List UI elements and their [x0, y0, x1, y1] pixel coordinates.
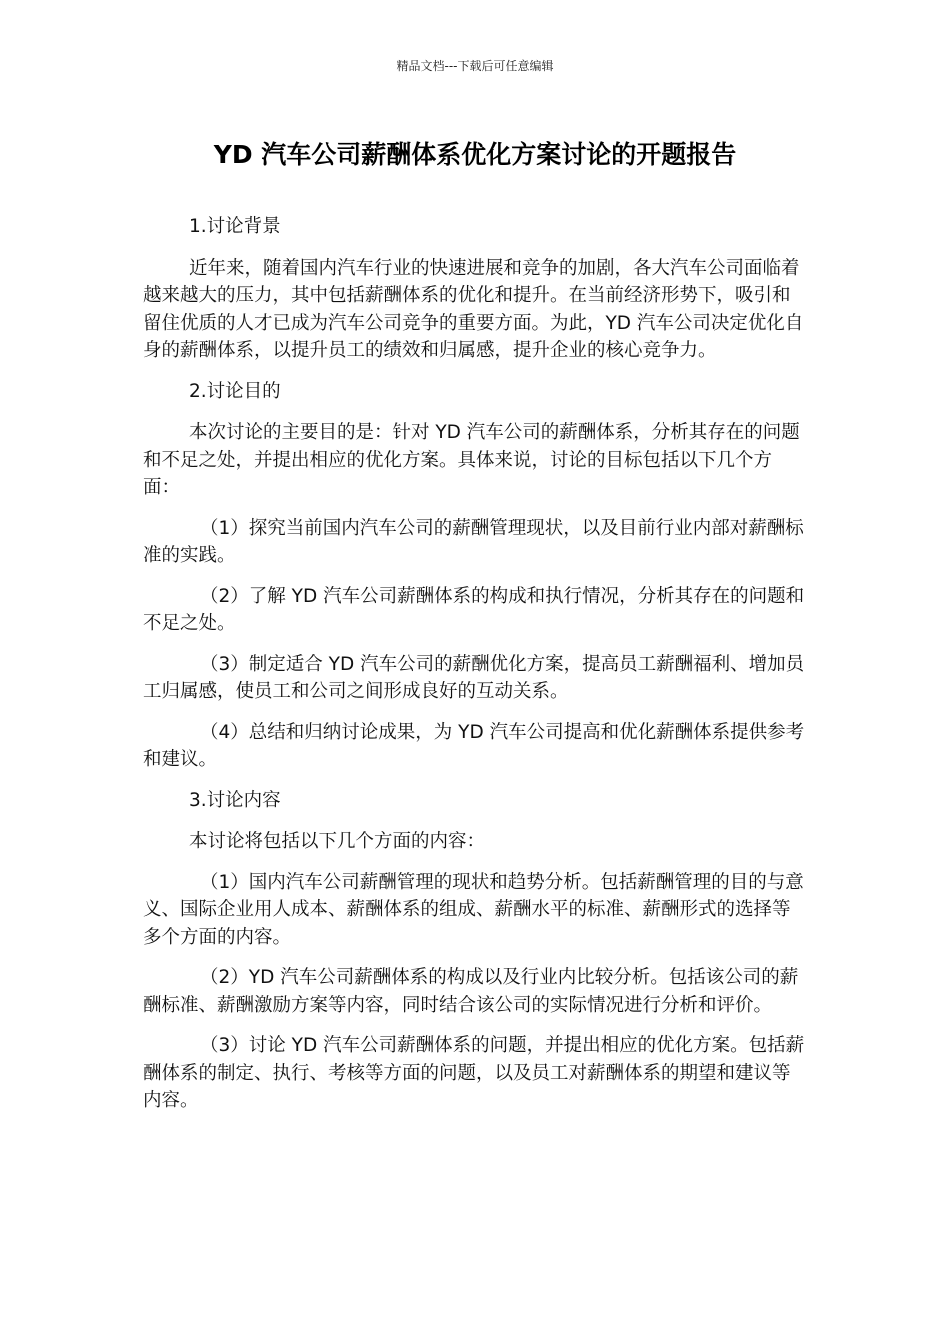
content-paragraph: 本讨论将包括以下几个方面的内容： [189, 831, 486, 852]
content-item: （1）国内汽车公司薪酬管理的现状和趋势分析。包括薪酬管理的目的与意义、国际企业用人成本、薪酬体系的组成、薪酬水平的标准、薪酬形式的选择等多个方面的内容。 [143, 871, 804, 948]
document-body [143, 213, 808, 1128]
purpose-item: （3）制定适合 YD 汽车公司的薪酬优化方案，提高员工薪酬福利、增加员工归属感，使员工和公司之间形成良好的互动关系。 [143, 653, 805, 702]
section-heading-purpose: 2.讨论目的 [189, 380, 281, 402]
purpose-item: （1）探究当前国内汽车公司的薪酬管理现状，以及目前行业内部对薪酬标准的实践。 [143, 517, 804, 566]
page-header: 精品文档---下载后可任意编辑 [396, 59, 554, 73]
background-paragraph: 近年来，随着国内汽车行业的快速进展和竞争的加剧，各大汽车公司面临着越来越大的压力，其中包括薪酬体系的优化和提升。在当前经济形势下，吸引和留住优质的人才已成为汽车公司竞争的重要方面。为此，YD 汽车公司决定优化自身的薪酬体系，以提升员工的绩效和归属感，提升企业的核心竞争力。 [143, 257, 804, 361]
section-heading-background: 1.讨论背景 [189, 216, 281, 237]
purpose-item: （4）总结和归纳讨论成果，为 YD 汽车公司提高和优化薪酬体系提供参考和建议。 [143, 721, 805, 770]
section-heading-content: 3.讨论内容 [189, 789, 281, 811]
purpose-item: （2）了解 YD 汽车公司薪酬体系的构成和执行情况，分析其存在的问题和不足之处。 [143, 585, 805, 634]
purpose-paragraph: 本次讨论的主要目的是：针对 YD 汽车公司的薪酬体系，分析其存在的问题和不足之处，并提出相应的优化方案。具体来说，讨论的目标包括以下几个方面： [143, 422, 800, 498]
document-title: YD 汽车公司薪酬体系优化方案讨论的开题报告 [213, 140, 737, 169]
content-item: （2）YD 汽车公司薪酬体系的构成以及行业内比较分析。包括该公司的薪酬标准、薪酬激励方案等内容，同时结合该公司的实际情况进行分析和评价。 [143, 967, 799, 1016]
content-item: （3）讨论 YD 汽车公司薪酬体系的问题，并提出相应的优化方案。包括薪酬体系的制定、执行、考核等方面的问题，以及员工对薪酬体系的期望和建议等内容。 [143, 1035, 805, 1111]
